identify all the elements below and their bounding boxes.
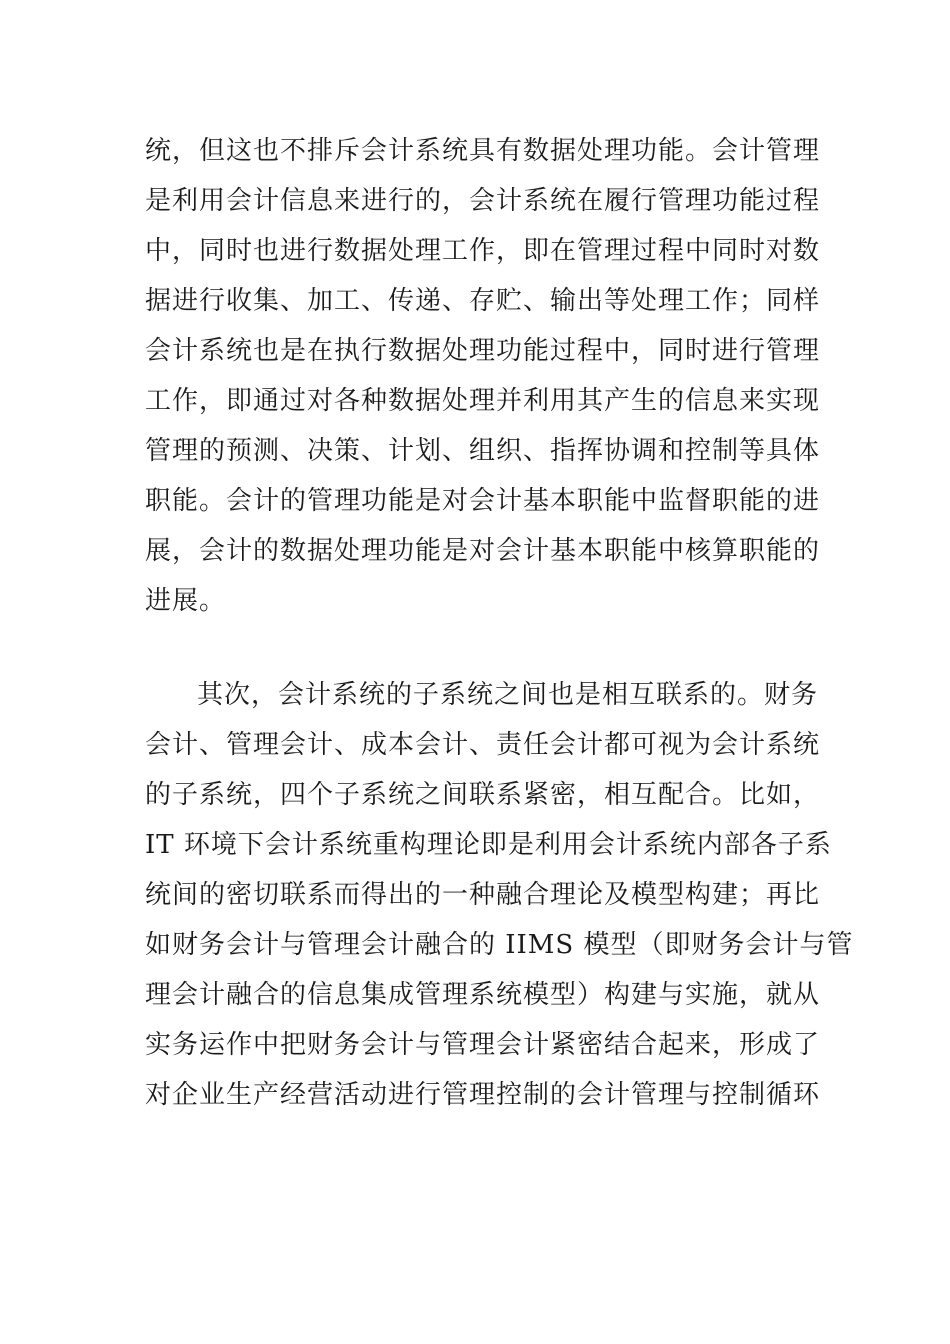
paragraph-1-line-2: 是利用会计信息来进行的，会计系统在履行管理功能过程 — [145, 186, 821, 216]
paragraph-2-line-7: 理会计融合的信息集成管理系统模型）构建与实施，就从 — [145, 980, 821, 1010]
paragraph-1-line-3: 中，同时也进行数据处理工作，即在管理过程中同时对数 — [145, 236, 821, 266]
paragraph-1 — [145, 126, 835, 626]
paragraph-1-line-4: 据进行收集、加工、传递、存贮、输出等处理工作；同样 — [145, 286, 821, 316]
paragraph-2-line-6: 如财务会计与管理会计融合的 IIMS 模型（即财务会计与管 — [145, 930, 854, 960]
paragraph-2-line-5: 统间的密切联系而得出的一种融合理论及模型构建；再比 — [145, 880, 821, 910]
paragraph-1-line-1: 统，但这也不排斥会计系统具有数据处理功能。会计管理 — [145, 136, 821, 166]
paragraph-1-line-6: 工作，即通过对各种数据处理并利用其产生的信息来实现 — [145, 386, 821, 416]
paragraph-2-line-9: 对企业生产经营活动进行管理控制的会计管理与控制循环 — [145, 1080, 821, 1110]
paragraph-2 — [145, 670, 854, 1120]
paragraph-2-line-4: IT 环境下会计系统重构理论即是利用会计系统内部各子系 — [145, 830, 832, 860]
paragraph-2-line-1: 其次，会计系统的子系统之间也是相互联系的。财务 — [197, 680, 819, 710]
paragraph-2-line-8: 实务运作中把财务会计与管理会计紧密结合起来，形成了 — [145, 1030, 821, 1060]
paragraph-2-line-3: 的子系统，四个子系统之间联系紧密，相互配合。比如， — [145, 780, 821, 810]
paragraph-1-line-8: 职能。会计的管理功能是对会计基本职能中监督职能的进 — [145, 486, 821, 516]
paragraph-1-line-7: 管理的预测、决策、计划、组织、指挥协调和控制等具体 — [145, 436, 821, 466]
paragraph-1-line-10: 进展。 — [145, 586, 227, 616]
paragraph-1-line-9: 展，会计的数据处理功能是对会计基本职能中核算职能的 — [145, 536, 821, 566]
paragraph-1-line-5: 会计系统也是在执行数据处理功能过程中，同时进行管理 — [145, 336, 821, 366]
paragraph-2-line-2: 会计、管理会计、成本会计、责任会计都可视为会计系统 — [145, 730, 821, 760]
